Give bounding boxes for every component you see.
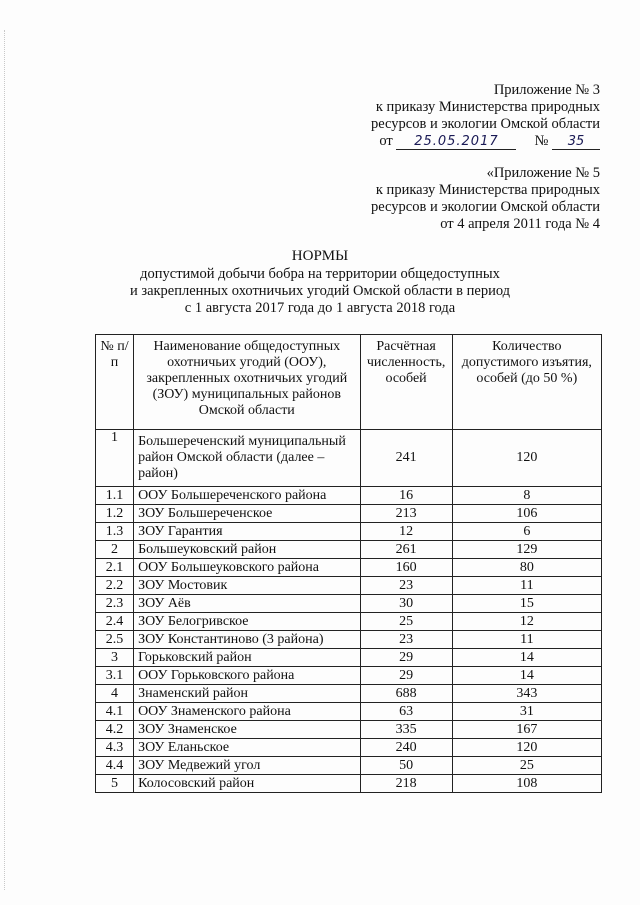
row-name: ООУ Знаменского района [134, 703, 360, 721]
document-title [0, 248, 640, 317]
row-num: 4.4 [96, 757, 134, 775]
row-count: 50 [360, 757, 452, 775]
row-name: ЗОУ Еланьское [134, 739, 360, 757]
row-num: 4.3 [96, 739, 134, 757]
table-header-row [96, 335, 602, 430]
row-name: ЗОУ Гарантия [134, 523, 360, 541]
row-count: 29 [360, 667, 452, 685]
row-name: ЗОУ Белогривское [134, 613, 360, 631]
appendix-5-title: «Приложение № 5 [486, 165, 600, 181]
table-row [96, 631, 602, 649]
table-row [96, 775, 602, 793]
row-quota: 31 [452, 703, 601, 721]
table-row [96, 523, 602, 541]
row-name: ЗОУ Медвежий угол [134, 757, 360, 775]
handwritten-date: 25.05.2017 [396, 134, 516, 150]
appendix-5-ministry-line: ресурсов и экологии Омской области [371, 199, 600, 215]
row-count: 63 [360, 703, 452, 721]
number-prefix: № [534, 133, 549, 149]
row-quota: 14 [452, 667, 601, 685]
row-num: 3 [96, 649, 134, 667]
appendix-3-block [371, 82, 600, 150]
table-row [96, 757, 602, 775]
row-num: 2.2 [96, 577, 134, 595]
table-row [96, 721, 602, 739]
header-quota: Количество допустимого изъятия, особей (до 50 %) [452, 335, 601, 430]
row-count: 240 [360, 739, 452, 757]
row-count: 23 [360, 631, 452, 649]
table-row [96, 559, 602, 577]
title-heading: НОРМЫ [291, 248, 349, 264]
row-quota: 12 [452, 613, 601, 631]
date-prefix: от [379, 133, 393, 149]
row-quota: 11 [452, 577, 601, 595]
row-quota: 120 [452, 430, 601, 487]
appendix-3-ministry-line: ресурсов и экологии Омской области [371, 116, 600, 132]
table-row [96, 541, 602, 559]
scan-margin-dots [4, 30, 6, 890]
row-count: 261 [360, 541, 452, 559]
table-row [96, 577, 602, 595]
appendix-5-order-line: к приказу Министерства природных [375, 182, 600, 198]
row-count: 160 [360, 559, 452, 577]
handwritten-number: 35 [552, 134, 600, 150]
row-quota: 15 [452, 595, 601, 613]
row-quota: 6 [452, 523, 601, 541]
row-num: 2.5 [96, 631, 134, 649]
row-quota: 8 [452, 487, 601, 505]
table-row [96, 505, 602, 523]
appendix-3-order-line: к приказу Министерства природных [375, 99, 600, 115]
row-num: 3.1 [96, 667, 134, 685]
row-num: 2.3 [96, 595, 134, 613]
row-quota: 108 [452, 775, 601, 793]
row-count: 688 [360, 685, 452, 703]
table-row [96, 703, 602, 721]
table-row [96, 487, 602, 505]
table-row [96, 667, 602, 685]
row-num: 4 [96, 685, 134, 703]
row-count: 30 [360, 595, 452, 613]
row-name: ЗОУ Большереченское [134, 505, 360, 523]
appendix-3-date-line [371, 133, 600, 150]
row-num: 5 [96, 775, 134, 793]
row-num: 4.2 [96, 721, 134, 739]
row-name: ЗОУ Аёв [134, 595, 360, 613]
row-name: ООУ Большереченского района [134, 487, 360, 505]
row-num: 1.2 [96, 505, 134, 523]
title-line-1: допустимой добычи бобра на территории общедоступных [140, 266, 500, 282]
row-count: 241 [360, 430, 452, 487]
row-count: 218 [360, 775, 452, 793]
row-name: Большеуковский район [134, 541, 360, 559]
row-count: 213 [360, 505, 452, 523]
table-row [96, 649, 602, 667]
row-name: ЗОУ Знаменское [134, 721, 360, 739]
table-row [96, 595, 602, 613]
header-num: № п/п [96, 335, 134, 430]
appendix-5-date-line: от 4 апреля 2011 года № 4 [440, 216, 600, 232]
row-quota: 14 [452, 649, 601, 667]
row-num: 1.3 [96, 523, 134, 541]
row-quota: 129 [452, 541, 601, 559]
row-num: 2.1 [96, 559, 134, 577]
table-row [96, 613, 602, 631]
row-quota: 25 [452, 757, 601, 775]
row-quota: 343 [452, 685, 601, 703]
row-name: ЗОУ Константиново (3 района) [134, 631, 360, 649]
row-name: Горьковский район [134, 649, 360, 667]
norms-table [95, 334, 602, 793]
row-count: 335 [360, 721, 452, 739]
table-row [96, 685, 602, 703]
row-name: Колосовский район [134, 775, 360, 793]
row-name: Знаменский район [134, 685, 360, 703]
row-num: 2.4 [96, 613, 134, 631]
row-name: Большереченский муниципальный район Омской области (далее – район) [134, 430, 360, 487]
row-quota: 11 [452, 631, 601, 649]
table-row [96, 430, 602, 487]
row-count: 23 [360, 577, 452, 595]
row-name: ООУ Горьковского района [134, 667, 360, 685]
row-quota: 80 [452, 559, 601, 577]
row-quota: 120 [452, 739, 601, 757]
row-num: 2 [96, 541, 134, 559]
header-name: Наименование общедоступных охотничьих угодий (ООУ), закрепленных охотничьих угодий (ЗОУ) муниципальных районов Омской области [134, 335, 360, 430]
title-line-3: с 1 августа 2017 года до 1 августа 2018 года [184, 300, 456, 316]
row-name: ЗОУ Мостовик [134, 577, 360, 595]
appendix-5-block [371, 165, 600, 233]
row-count: 16 [360, 487, 452, 505]
row-name: ООУ Большеуковского района [134, 559, 360, 577]
header-count: Расчётная численность, особей [360, 335, 452, 430]
row-num: 1 [96, 430, 134, 487]
row-count: 29 [360, 649, 452, 667]
row-count: 12 [360, 523, 452, 541]
row-quota: 106 [452, 505, 601, 523]
row-count: 25 [360, 613, 452, 631]
table-row [96, 739, 602, 757]
row-num: 4.1 [96, 703, 134, 721]
row-num: 1.1 [96, 487, 134, 505]
appendix-3-title: Приложение № 3 [493, 82, 600, 98]
row-quota: 167 [452, 721, 601, 739]
title-line-2: и закрепленных охотничьих угодий Омской области в период [129, 283, 511, 299]
